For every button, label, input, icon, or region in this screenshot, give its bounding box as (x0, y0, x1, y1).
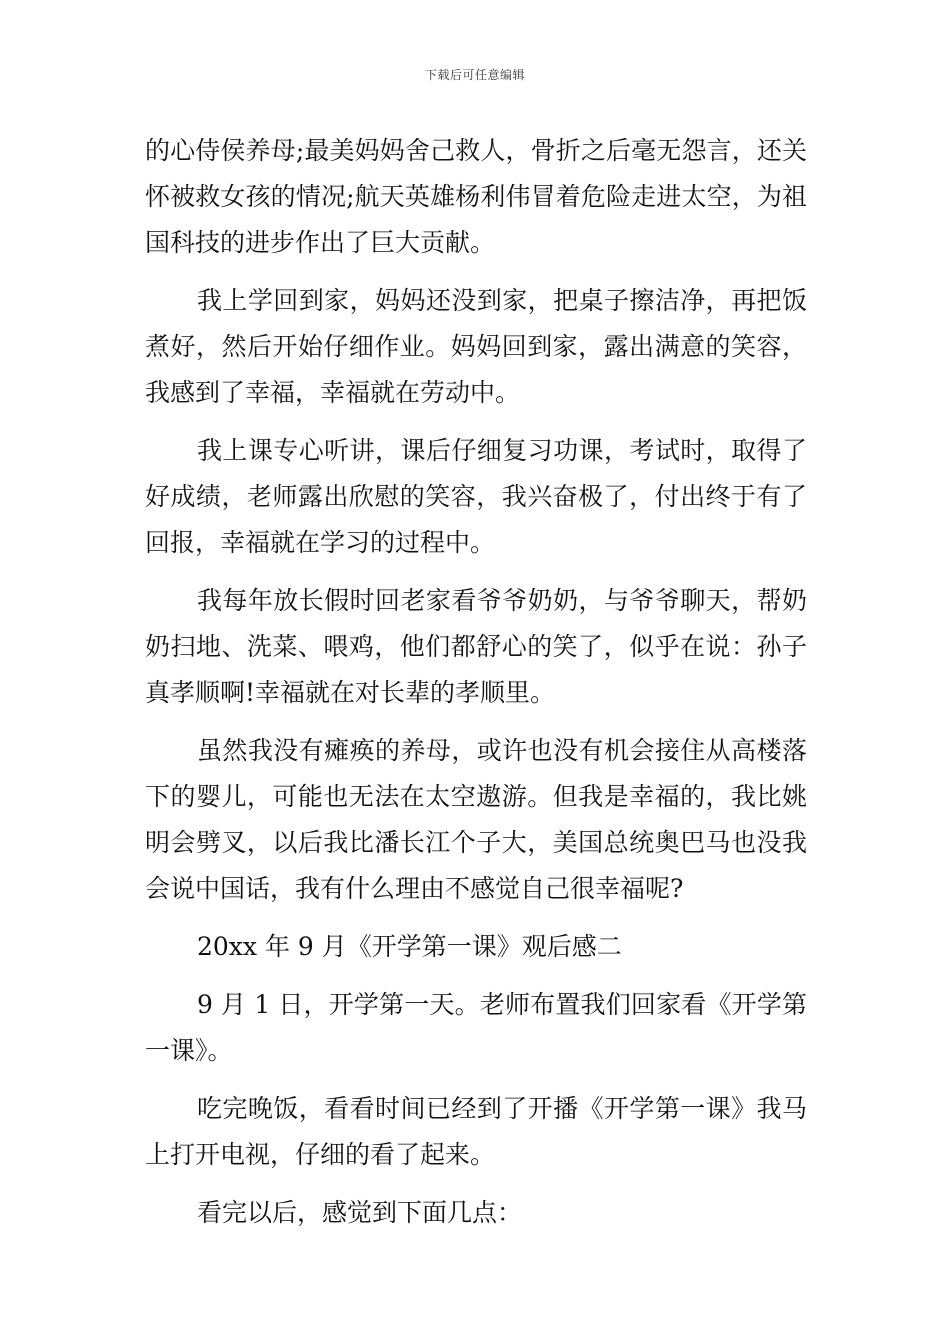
paragraph-5: 虽然我没有瘫痪的养母，或许也没有机会接住从高楼落下的婴儿，可能也无法在太空遨游。但我是幸福的，我比姚明会劈叉，以后我比潘长江个子大，美国总统奥巴马也没我会说中国话，我有什么理由不感觉自己很幸福呢? (145, 736, 807, 903)
paragraph-3: 我上课专心听讲，课后仔细复习功课，考试时，取得了好成绩，老师露出欣慰的笑容，我兴奋极了，付出终于有了回报，幸福就在学习的过程中。 (145, 436, 807, 557)
header-note: 下载后可任意编辑 (424, 68, 525, 82)
paragraph-7: 吃完晚饭，看看时间已经到了开播《开学第一课》我马上打开电视，仔细的看了起来。 (145, 1094, 807, 1169)
paragraph-6: 9 月 1 日，开学第一天。老师布置我们回家看《开学第一课》。 (145, 990, 807, 1065)
paragraph-2: 我上学回到家，妈妈还没到家，把桌子擦洁净，再把饭煮好，然后开始仔细作业。妈妈回到家，露出满意的笑容，我感到了幸福，幸福就在劳动中。 (145, 286, 807, 407)
document-body (145, 128, 807, 1236)
section-heading: 20xx 年 9 月《开学第一课》观后感二 (197, 932, 622, 961)
paragraph-1: 的心侍侯养母;最美妈妈舍己救人，骨折之后毫无怨言，还关怀被救女孩的情况;航天英雄杨利伟冒着危险走进太空，为祖国科技的进步作出了巨大贡献。 (145, 136, 807, 257)
paragraph-4: 我每年放长假时回老家看爷爷奶奶，与爷爷聊天，帮奶奶扫地、洗菜、喂鸡，他们都舒心的笑了，似乎在说：孙子真孝顺啊!幸福就在对长辈的孝顺里。 (145, 586, 807, 707)
paragraph-8: 看完以后，感觉到下面几点： (197, 1198, 523, 1227)
